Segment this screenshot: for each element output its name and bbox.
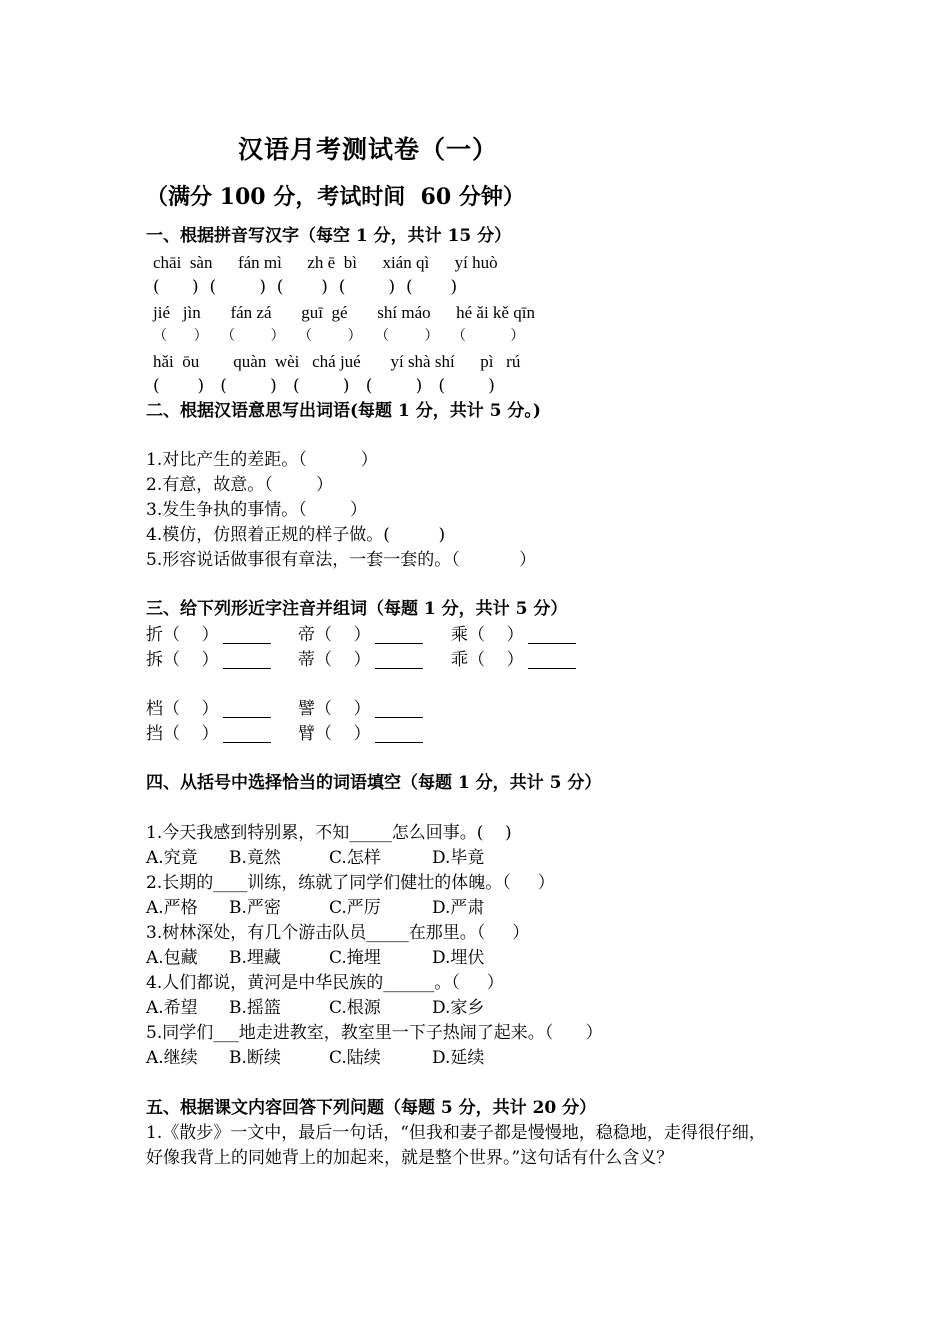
question-text: 3.树林深处，有几个游击队员_____在那里。（ ）: [146, 923, 530, 943]
section2-heading: 二、根据汉语意思写出词语(每题 1 分，共计 5 分。): [146, 401, 541, 421]
blank-row-1: ( ) ( ) ( ) ( ) ( ): [153, 277, 458, 297]
pinyin-row-2: jié jìn fán zá guī gé shí máo hé ǎi kě qīn: [153, 303, 535, 322]
section2-item: 2.有意，故意。（ ）: [146, 475, 333, 495]
char-item: 譬（ ）: [298, 701, 423, 718]
option: C.掩埋: [329, 948, 381, 968]
option: D.延续: [432, 1048, 485, 1068]
option: A.究竟: [146, 848, 198, 868]
option: B.摇篮: [229, 998, 281, 1018]
blank-row-3: ( ) ( ) ( ) ( ) ( ): [153, 376, 495, 396]
char-item: 档（ ）: [146, 701, 271, 718]
option: D.埋伏: [432, 948, 485, 968]
option: B.断续: [229, 1048, 281, 1068]
option: D.毕竟: [432, 848, 485, 868]
question-text: 4.人们都说，黄河是中华民族的______。（ ）: [146, 973, 504, 993]
option: A.继续: [146, 1048, 198, 1068]
section5-question-line: 1.《散步》一文中，最后一句话，“但我和妻子都是慢慢地，稳稳地，走得很仔细，: [146, 1123, 766, 1143]
pinyin-row-1: chāi sàn fán mì zh ē bì xián qì yí huò: [153, 253, 498, 272]
question-text: 5.同学们___地走进教室，教室里一下子热闹了起来。（ ）: [146, 1023, 603, 1043]
char-item: 蒂（ ）: [298, 652, 423, 669]
question-text: 2.长期的____训练，练就了同学们健壮的体魄。（ ）: [146, 873, 555, 893]
char-item: 臂（ ）: [298, 726, 423, 743]
option: D.严肃: [432, 898, 485, 918]
option: B.严密: [229, 898, 281, 918]
option: A.希望: [146, 998, 198, 1018]
section2-item: 3.发生争执的事情。（ ）: [146, 500, 367, 520]
char-item: 乖（ ）: [451, 652, 576, 669]
option: C.严厉: [329, 898, 381, 918]
blank-row-2: （ ） （ ） （ ） （ ） （ ）: [153, 328, 525, 344]
section3-heading: 三、给下列形近字注音并组词（每题 1 分，共计 5 分）: [146, 599, 568, 619]
section2-item: 5.形容说话做事很有章法，一套一套的。（ ）: [146, 550, 537, 570]
section5-question-line: 好像我背上的同她背上的加起来，就是整个世界。”这句话有什么含义？: [146, 1148, 674, 1168]
question-text: 1.今天我感到特别累，不知_____怎么回事。( ): [146, 823, 512, 843]
char-item: 帝（ ）: [298, 627, 423, 644]
option: C.怎样: [329, 848, 381, 868]
section1-heading: 一、根据拼音写汉字（每空 1 分，共计 15 分）: [146, 226, 512, 246]
char-item: 乘（ ）: [451, 627, 576, 644]
section2-item: 4.模仿，仿照着正规的样子做。( ): [146, 525, 446, 545]
char-item: 挡（ ）: [146, 726, 271, 743]
section2-item: 1.对比产生的差距。（ ）: [146, 450, 378, 470]
option: A.严格: [146, 898, 198, 918]
page-subtitle: （满分 100 分，考试时间 60 分钟）: [146, 184, 525, 210]
char-item: 折（ ）: [146, 627, 271, 644]
option: B.埋藏: [229, 948, 281, 968]
section5-heading: 五、根据课文内容回答下列问题（每题 5 分，共计 20 分）: [146, 1098, 597, 1118]
option: B.竟然: [229, 848, 281, 868]
option: A.包藏: [146, 948, 198, 968]
option: C.陆续: [329, 1048, 381, 1068]
page-title: 汉语月考测试卷（一）: [238, 135, 499, 164]
option: D.家乡: [432, 998, 485, 1018]
section4-heading: 四、从括号中选择恰当的词语填空（每题 1 分，共计 5 分）: [146, 773, 602, 793]
char-item: 拆（ ）: [146, 652, 271, 669]
pinyin-row-3: hǎi ōu quàn wèi chá jué yí shà shí pì rú: [153, 352, 521, 371]
option: C.根源: [329, 998, 381, 1018]
